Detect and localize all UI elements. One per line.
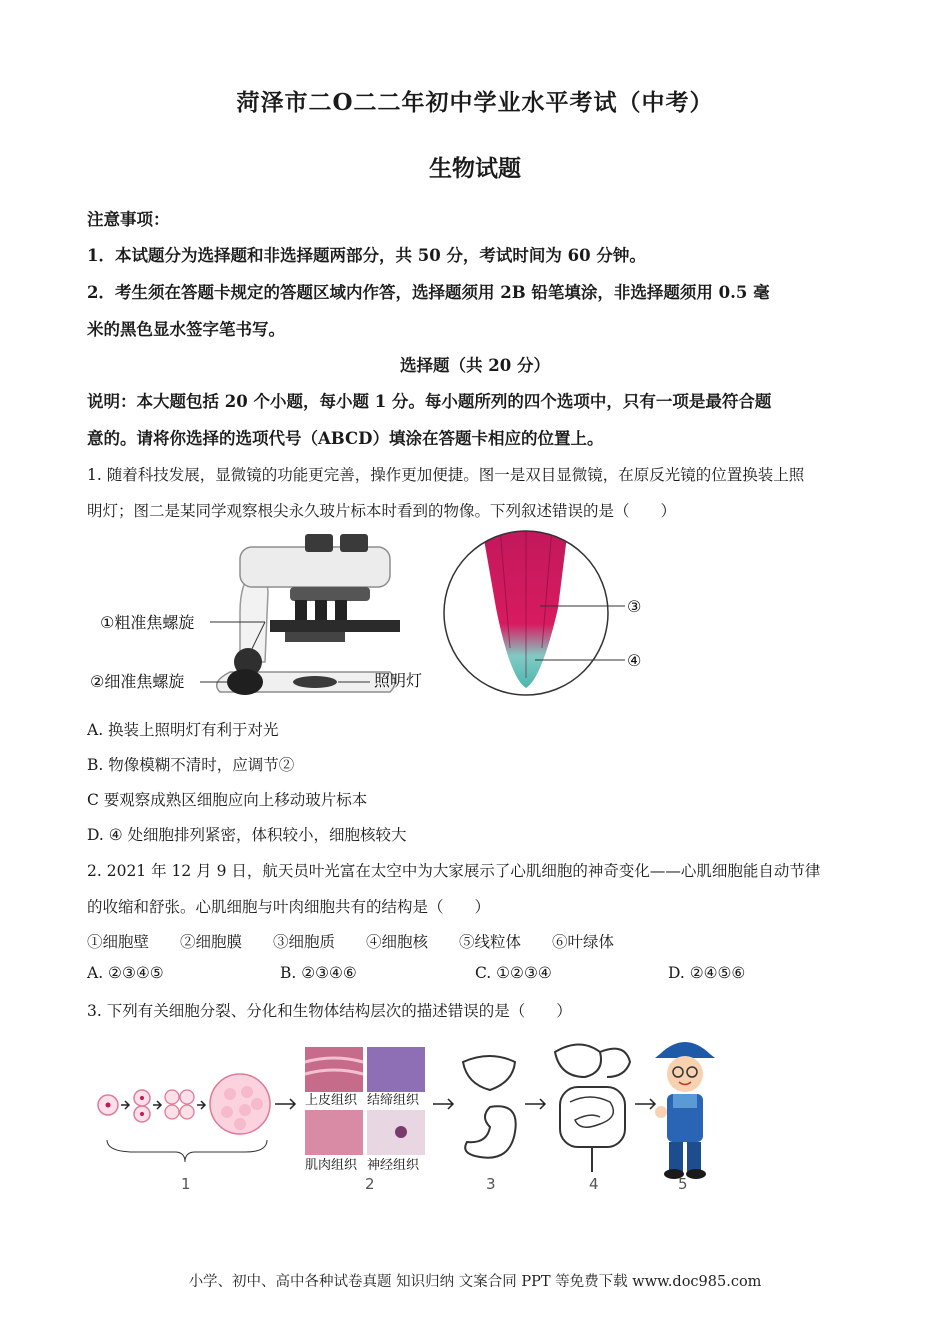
- stage-number-1: 1: [181, 1175, 191, 1193]
- cell-division-stage: [98, 1074, 270, 1162]
- organ-stage: [463, 1056, 516, 1158]
- label-epithelial-tissue: 上皮组织: [305, 1093, 358, 1108]
- person-stage: [655, 1042, 715, 1179]
- organization-levels-figure: [95, 1032, 735, 1197]
- section-desc-line1: 说明：本大题包括 20 个小题，每小题 1 分。每小题所列的四个选项中，只有一项是最符合题: [87, 392, 772, 411]
- q1-option-a: A. 换装上照明灯有利于对光: [87, 721, 279, 739]
- q1-stem-line1: 1. 随着科技发展，显微镜的功能更完善，操作更加便捷。图一是双目显微镜，在原反光镜的位置换装上照: [87, 466, 805, 484]
- q2-option-c: C. ①②③④: [475, 964, 552, 982]
- q2-structure-list: ①细胞壁 ②细胞膜 ③细胞质 ④细胞核 ⑤线粒体 ⑥叶绿体: [87, 933, 615, 951]
- section-desc-line2: 意的。请将你选择的选项代号（ABCD）填涂在答题卡相应的位置上。: [87, 429, 604, 448]
- section-heading: 选择题（共 20 分）: [400, 356, 550, 375]
- stage-number-2: 2: [365, 1175, 375, 1193]
- label-nerve-tissue: 神经组织: [367, 1158, 420, 1173]
- stage-number-5: 5: [678, 1175, 688, 1193]
- root-tip-figure: [440, 528, 660, 700]
- q2-option-a: A. ②③④⑤: [87, 964, 164, 982]
- tissue-stage: [305, 1047, 425, 1173]
- notice-item-2-line1: 2．考生须在答题卡规定的答题区域内作答，选择题须用 2B 铅笔填涂，非选择题须用 0.5 毫: [87, 283, 770, 302]
- label-coarse-focus: ①粗准焦螺旋: [100, 613, 195, 632]
- stage-number-4: 4: [589, 1175, 599, 1193]
- page-footer: 小学、初中、高中各种试卷真题 知识归纳 文案合同 PPT 等免费下载 www.doc985.com: [188, 1274, 762, 1290]
- q2-stem-line1: 2. 2021 年 12 月 9 日，航天员叶光富在太空中为大家展示了心肌细胞的神奇变化——心肌细胞能自动节律: [87, 862, 821, 880]
- q3-stem-line1: 3. 下列有关细胞分裂、分化和生物体结构层次的描述错误的是（ ）: [87, 1002, 572, 1020]
- exam-title: 菏泽市二O二二年初中学业水平考试（中考）: [236, 89, 714, 116]
- label-muscle-tissue: 肌肉组织: [305, 1158, 358, 1173]
- q1-stem-line2: 明灯；图二是某同学观察根尖永久玻片标本时看到的物像。下列叙述错误的是（ ）: [87, 502, 677, 520]
- label-connective-tissue: 结缔组织: [367, 1093, 420, 1108]
- exam-subtitle: 生物试题: [429, 155, 521, 182]
- label-region-4: ④: [627, 651, 642, 670]
- system-stage: [555, 1045, 630, 1173]
- stage-number-3: 3: [486, 1175, 496, 1193]
- q2-option-d: D. ②④⑤⑥: [668, 964, 746, 982]
- q1-option-b: B. 物像模糊不清时，应调节②: [87, 756, 295, 774]
- q1-option-c: C 要观察成熟区细胞应向上移动玻片标本: [87, 791, 368, 809]
- q1-option-d: D. ④ 处细胞排列紧密，体积较小，细胞核较大: [87, 826, 407, 844]
- q2-option-b: B. ②③④⑥: [280, 964, 357, 982]
- label-region-3: ③: [627, 597, 642, 616]
- notice-heading: 注意事项：: [87, 210, 170, 229]
- notice-item-1: 1．本试题分为选择题和非选择题两部分，共 50 分，考试时间为 60 分钟。: [87, 246, 646, 265]
- q2-stem-line2: 的收缩和舒张。心肌细胞与叶肉细胞共有的结构是（ ）: [87, 898, 491, 916]
- label-fine-focus: ②细准焦螺旋: [90, 672, 185, 691]
- microscope-figure: [90, 532, 440, 702]
- label-lamp: 照明灯: [374, 671, 423, 690]
- notice-item-2-line2: 米的黑色显水签字笔书写。: [87, 320, 285, 339]
